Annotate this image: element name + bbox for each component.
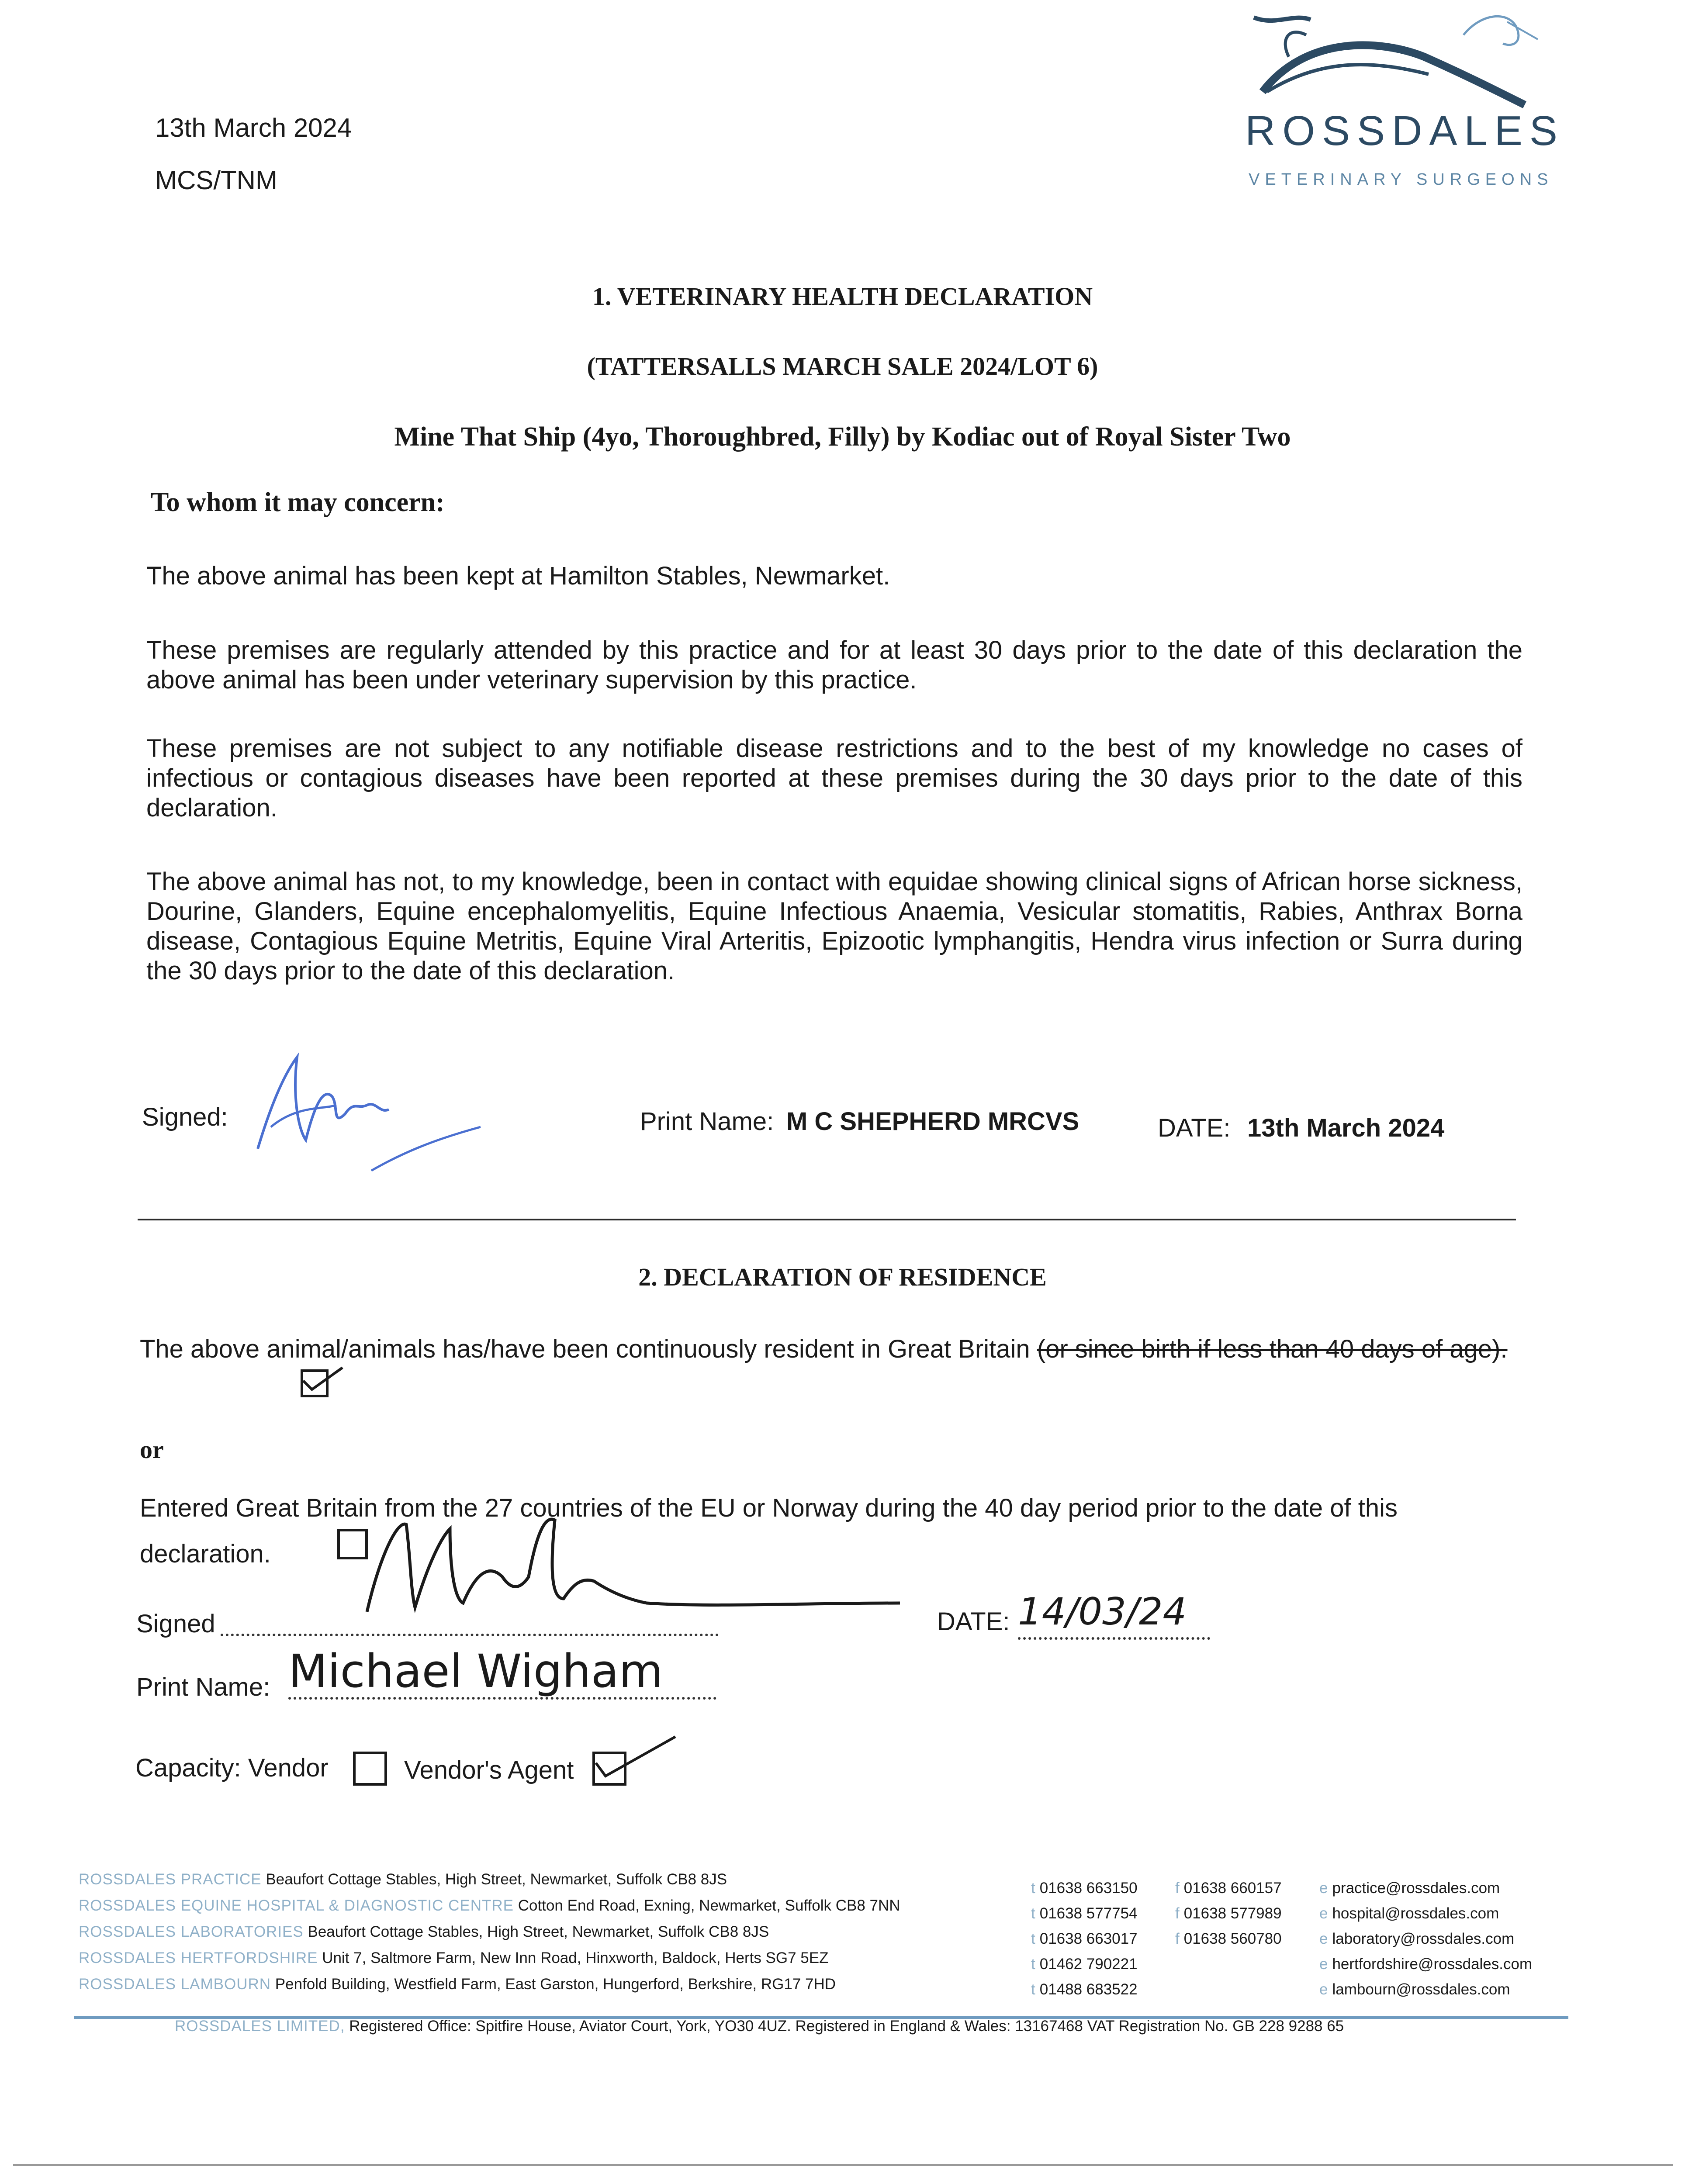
- footer-fax-laboratories: f 01638 560780: [1175, 1930, 1282, 1947]
- section1-subheading: (TATTERSALLS MARCH SALE 2024/LOT 6): [587, 352, 1098, 380]
- footer-email-laboratories[interactable]: e laboratory@rossdales.com: [1319, 1930, 1515, 1947]
- capacity-vendor-label: Capacity: Vendor: [135, 1754, 329, 1782]
- vet-print-name: M C SHEPHERD MRCVS: [786, 1107, 1080, 1136]
- entered-statement: Entered Great Britain from the 27 countries of the EU or Norway during the 40 day period prior to the date of this declaration.: [140, 1494, 1398, 1568]
- paragraph-supervision: These premises are regularly attended by this practice and for at least 30 days prior to the date of this declaration the above animal has been under veterinary supervision by this practice.: [146, 636, 1522, 694]
- footer-tel-hospital: t 01638 577754: [1031, 1905, 1138, 1922]
- agent-date-label: DATE:: [937, 1607, 1010, 1636]
- footer-email-hertfordshire[interactable]: e hertfordshire@rossdales.com: [1319, 1956, 1533, 1973]
- footer-email-hospital[interactable]: e hospital@rossdales.com: [1319, 1905, 1499, 1922]
- vet-signed-label: Signed:: [142, 1103, 228, 1131]
- or-separator: or: [140, 1435, 164, 1464]
- vendor-checkbox[interactable]: [353, 1752, 387, 1786]
- footer-office-hospital: ROSSDALES EQUINE HOSPITAL & DIAGNOSTIC CENTRE Cotton End Road, Exning, Newmarket, Suffolk CB8 7NN: [79, 1897, 900, 1914]
- footer-office-laboratories: ROSSDALES LABORATORIES Beaufort Cottage Stables, High Street, Newmarket, Suffolk CB8 8JS: [79, 1923, 769, 1940]
- footer-fax-hospital: f 01638 577989: [1175, 1905, 1282, 1922]
- agent-signature: [363, 1503, 904, 1651]
- logo-tagline: VETERINARY SURGEONS: [1249, 170, 1554, 189]
- scan-edge-line: [13, 2164, 1673, 2166]
- section-divider: [138, 1219, 1516, 1220]
- section2-heading: 2. DECLARATION OF RESIDENCE: [638, 1263, 1047, 1291]
- footer-tel-hertfordshire: t 01462 790221: [1031, 1956, 1138, 1973]
- print-name-line: [288, 1697, 716, 1700]
- residence-text: The above animal/animals has/have been continuously resident in Great Britain: [140, 1335, 1030, 1363]
- footer-tel-lambourn: t 01488 683522: [1031, 1981, 1138, 1998]
- footer-tel-laboratories: t 01638 663017: [1031, 1930, 1138, 1947]
- footer-registered: ROSSDALES LIMITED, Registered Office: Spitfire House, Aviator Court, York, YO30 4UZ. Registered in England & Wales: 13167468 VAT Registration No. GB 228 9288 65: [175, 2018, 1344, 2035]
- footer-email-practice[interactable]: e practice@rossdales.com: [1319, 1880, 1500, 1897]
- residence-statement: [140, 1330, 1516, 1368]
- horse-description: Mine That Ship (4yo, Thoroughbred, Filly) by Kodiac out of Royal Sister Two: [394, 422, 1291, 452]
- vet-date-label: DATE:: [1158, 1114, 1231, 1142]
- resident-checkbox[interactable]: [301, 1369, 329, 1397]
- agent-signed-label: Signed: [136, 1610, 215, 1638]
- vendors-agent-checkbox[interactable]: [592, 1752, 626, 1786]
- footer-office-lambourn: ROSSDALES LAMBOURN Penfold Building, Westfield Farm, East Garston, Hungerford, Berkshire, RG17 7HD: [79, 1976, 836, 1993]
- agent-print-name: Michael Wigham: [288, 1645, 663, 1698]
- footer-office-hertfordshire: ROSSDALES HERTFORDSHIRE Unit 7, Saltmore Farm, New Inn Road, Hinxworth, Baldock, Herts SG7 5EZ: [79, 1949, 829, 1966]
- date-line: [1018, 1637, 1210, 1640]
- footer-fax-practice: f 01638 660157: [1175, 1880, 1282, 1897]
- check-mark-icon: [592, 1732, 680, 1780]
- agent-date: 14/03/24: [1018, 1590, 1187, 1634]
- residence-struck-text: (or since birth if less than 40 days of age).: [1037, 1335, 1508, 1363]
- section1-heading: 1. VETERINARY HEALTH DECLARATION: [592, 282, 1093, 311]
- footer-tel-practice: t 01638 663150: [1031, 1880, 1138, 1897]
- vet-print-name-label: Print Name:: [640, 1107, 774, 1136]
- letter-reference: MCS/TNM: [155, 166, 277, 195]
- footer-office-practice: ROSSDALES PRACTICE Beaufort Cottage Stables, High Street, Newmarket, Suffolk CB8 8JS: [79, 1871, 727, 1888]
- rossdales-logo: [1236, 9, 1564, 201]
- agent-print-name-label: Print Name:: [136, 1673, 270, 1701]
- paragraph-kept: The above animal has been kept at Hamilton Stables, Newmarket.: [146, 562, 890, 590]
- logo-name: ROSSDALES: [1245, 107, 1564, 154]
- paragraph-no-contact: The above animal has not, to my knowledge, been in contact with equidae showing clinical signs of African horse sickness, Dourine, Glanders, Equine encephalomyelitis, Equine Infectious Anaemia, Vesicular stomatitis, Rabies, Anthrax Borna disease, Contagious Equine Metritis, Equine Viral Arteritis, Epizootic lymphangitis, Hendra virus infection or Surra during the 30 days prior to the date of this declaration.: [146, 867, 1522, 985]
- horse-logo-icon: [1236, 9, 1551, 109]
- footer-email-lambourn[interactable]: e lambourn@rossdales.com: [1319, 1981, 1510, 1998]
- letter-date: 13th March 2024: [155, 113, 352, 142]
- vet-signature: [245, 1040, 489, 1184]
- check-mark-icon: [299, 1363, 347, 1394]
- vet-date: 13th March 2024: [1247, 1114, 1445, 1142]
- paragraph-no-restrictions: These premises are not subject to any notifiable disease restrictions and to the best of my knowledge no cases of infectious or contagious diseases have been reported at these premises during the 30 days prior to the date of this declaration.: [146, 734, 1522, 822]
- vendors-agent-label: Vendor's Agent: [404, 1756, 574, 1784]
- salutation: To whom it may concern:: [151, 487, 445, 517]
